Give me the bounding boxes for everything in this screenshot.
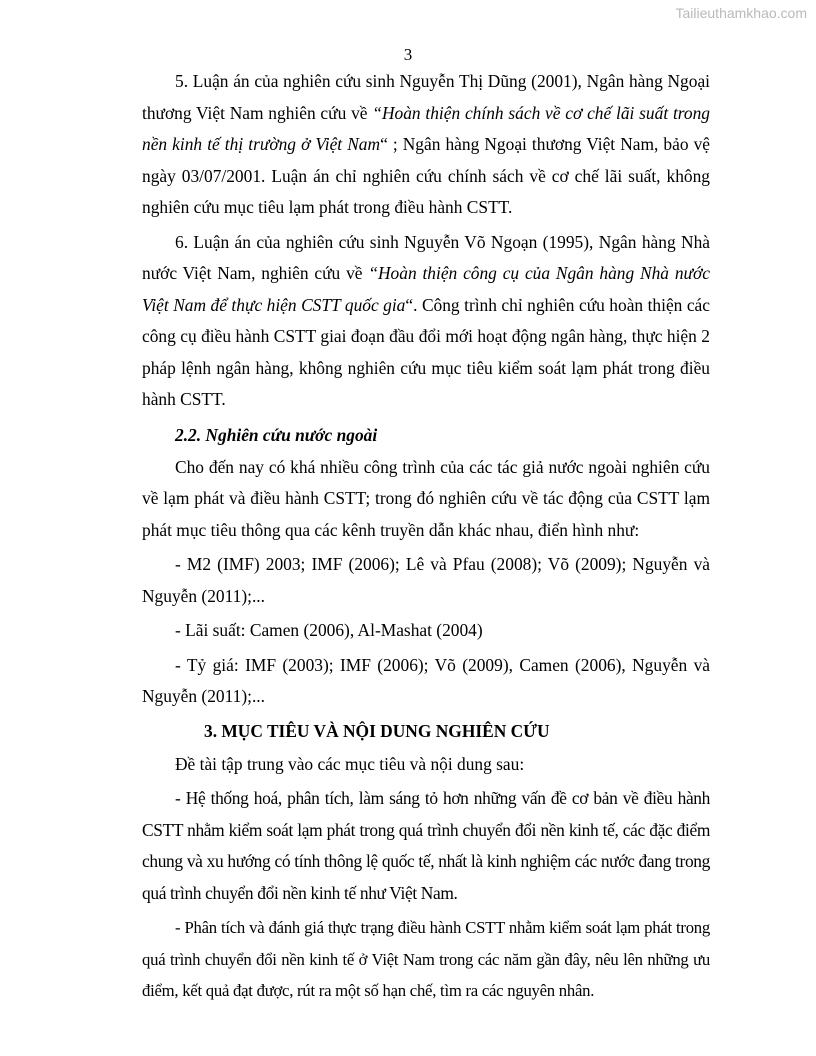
thesis-6-text: 6. Luận án của nghiên cứu sinh Nguyễn Võ Ngoạn (1995), Ngân hàng Nhà nước Việt Nam, nghiên cứu về bbox=[142, 231, 710, 283]
paragraph-goal-1: - Hệ thống hoá, phân tích, làm sáng tỏ hơn những vấn đề cơ bản về điều hành CSTT nhằm kiểm soát lạm phát trong quá trình chuyển đổi nền kinh tế, các đặc điểm chung và xu hướng có tính thông lệ quốc tế, nhất là kinh nghiệm các nước đang trong quá trình chuyển đổi nền kinh tế như Việt Nam. bbox=[142, 788, 710, 903]
page-number: 3 bbox=[403, 45, 413, 64]
list-item-exchange-rate: - Tỷ giá: IMF (2003); IMF (2006); Võ (2009), Camen (2006), Nguyễn và Nguyễn (2011);... bbox=[142, 654, 710, 706]
paragraph-thesis-5 bbox=[142, 66, 710, 224]
paragraph-foreign-intro: Cho đến nay có khá nhiều công trình của các tác giả nước ngoài nghiên cứu về lạm phát và điều hành CSTT; trong đó nghiên cứu về tác động của CSTT lạm phát mục tiêu thông qua các kênh truyền dẫn khác nhau, điển hình như: bbox=[142, 456, 710, 540]
section-heading-2-2: 2.2. Nghiên cứu nước ngoài bbox=[175, 424, 378, 445]
watermark: Tailieuthamkhao.com bbox=[675, 5, 807, 21]
list-item-m2: - M2 (IMF) 2003; IMF (2006); Lê và Pfau (2008); Võ (2009); Nguyễn và Nguyễn (2011);... bbox=[142, 554, 710, 606]
thesis-6-text-cont: “. Công trình chỉ nghiên cứu hoàn thiện các công cụ điều hành CSTT giai đoạn đầu đổi mới hoạt động ngân hàng, thực hiện 2 pháp lệnh ngân hàng, không nghiên cứu mục tiêu kiểm soát lạm phát trong điều hành CSTT. bbox=[142, 294, 710, 409]
thesis-5-text-cont: “ ; Ngân hàng Ngoại thương Việt Nam, bảo vệ ngày 03/07/2001. Luận án chỉ nghiên cứu chính sách về cơ chế lãi suất, không nghiên cứu mục tiêu lạm phát trong điều hành CSTT. bbox=[142, 134, 711, 217]
thesis-6-title: “Hoàn thiện công cụ của Ngân hàng Nhà nước Việt Nam để thực hiện CSTT quốc gia bbox=[142, 263, 710, 315]
paragraph-focus: Đề tài tập trung vào các mục tiêu và nội dung sau: bbox=[175, 753, 525, 774]
document-body bbox=[142, 66, 710, 1007]
list-item-interest-rate: - Lãi suất: Camen (2006), Al-Mashat (2004) bbox=[175, 620, 483, 640]
paragraph-goal-2: - Phân tích và đánh giá thực trạng điều hành CSTT nhằm kiểm soát lạm phát trong quá trình chuyển đổi nền kinh tế ở Việt Nam trong các năm gần đây, nêu lên những ưu điểm, kết quả đạt được, rút ra một số hạn chế, tìm ra các nguyên nhân. bbox=[142, 918, 710, 1000]
thesis-5-text: 5. Luận án của nghiên cứu sinh Nguyễn Thị Dũng (2001), Ngân hàng Ngoại thương Việt Nam nghiên cứu về bbox=[142, 71, 710, 123]
thesis-5-title: “Hoàn thiện chính sách về cơ chế lãi suất trong nền kinh tế thị trường ở Việt Nam bbox=[142, 102, 710, 154]
paragraph-thesis-6 bbox=[142, 227, 710, 416]
section-heading-3: 3. MỤC TIÊU VÀ NỘI DUNG NGHIÊN CỨU bbox=[204, 720, 550, 741]
